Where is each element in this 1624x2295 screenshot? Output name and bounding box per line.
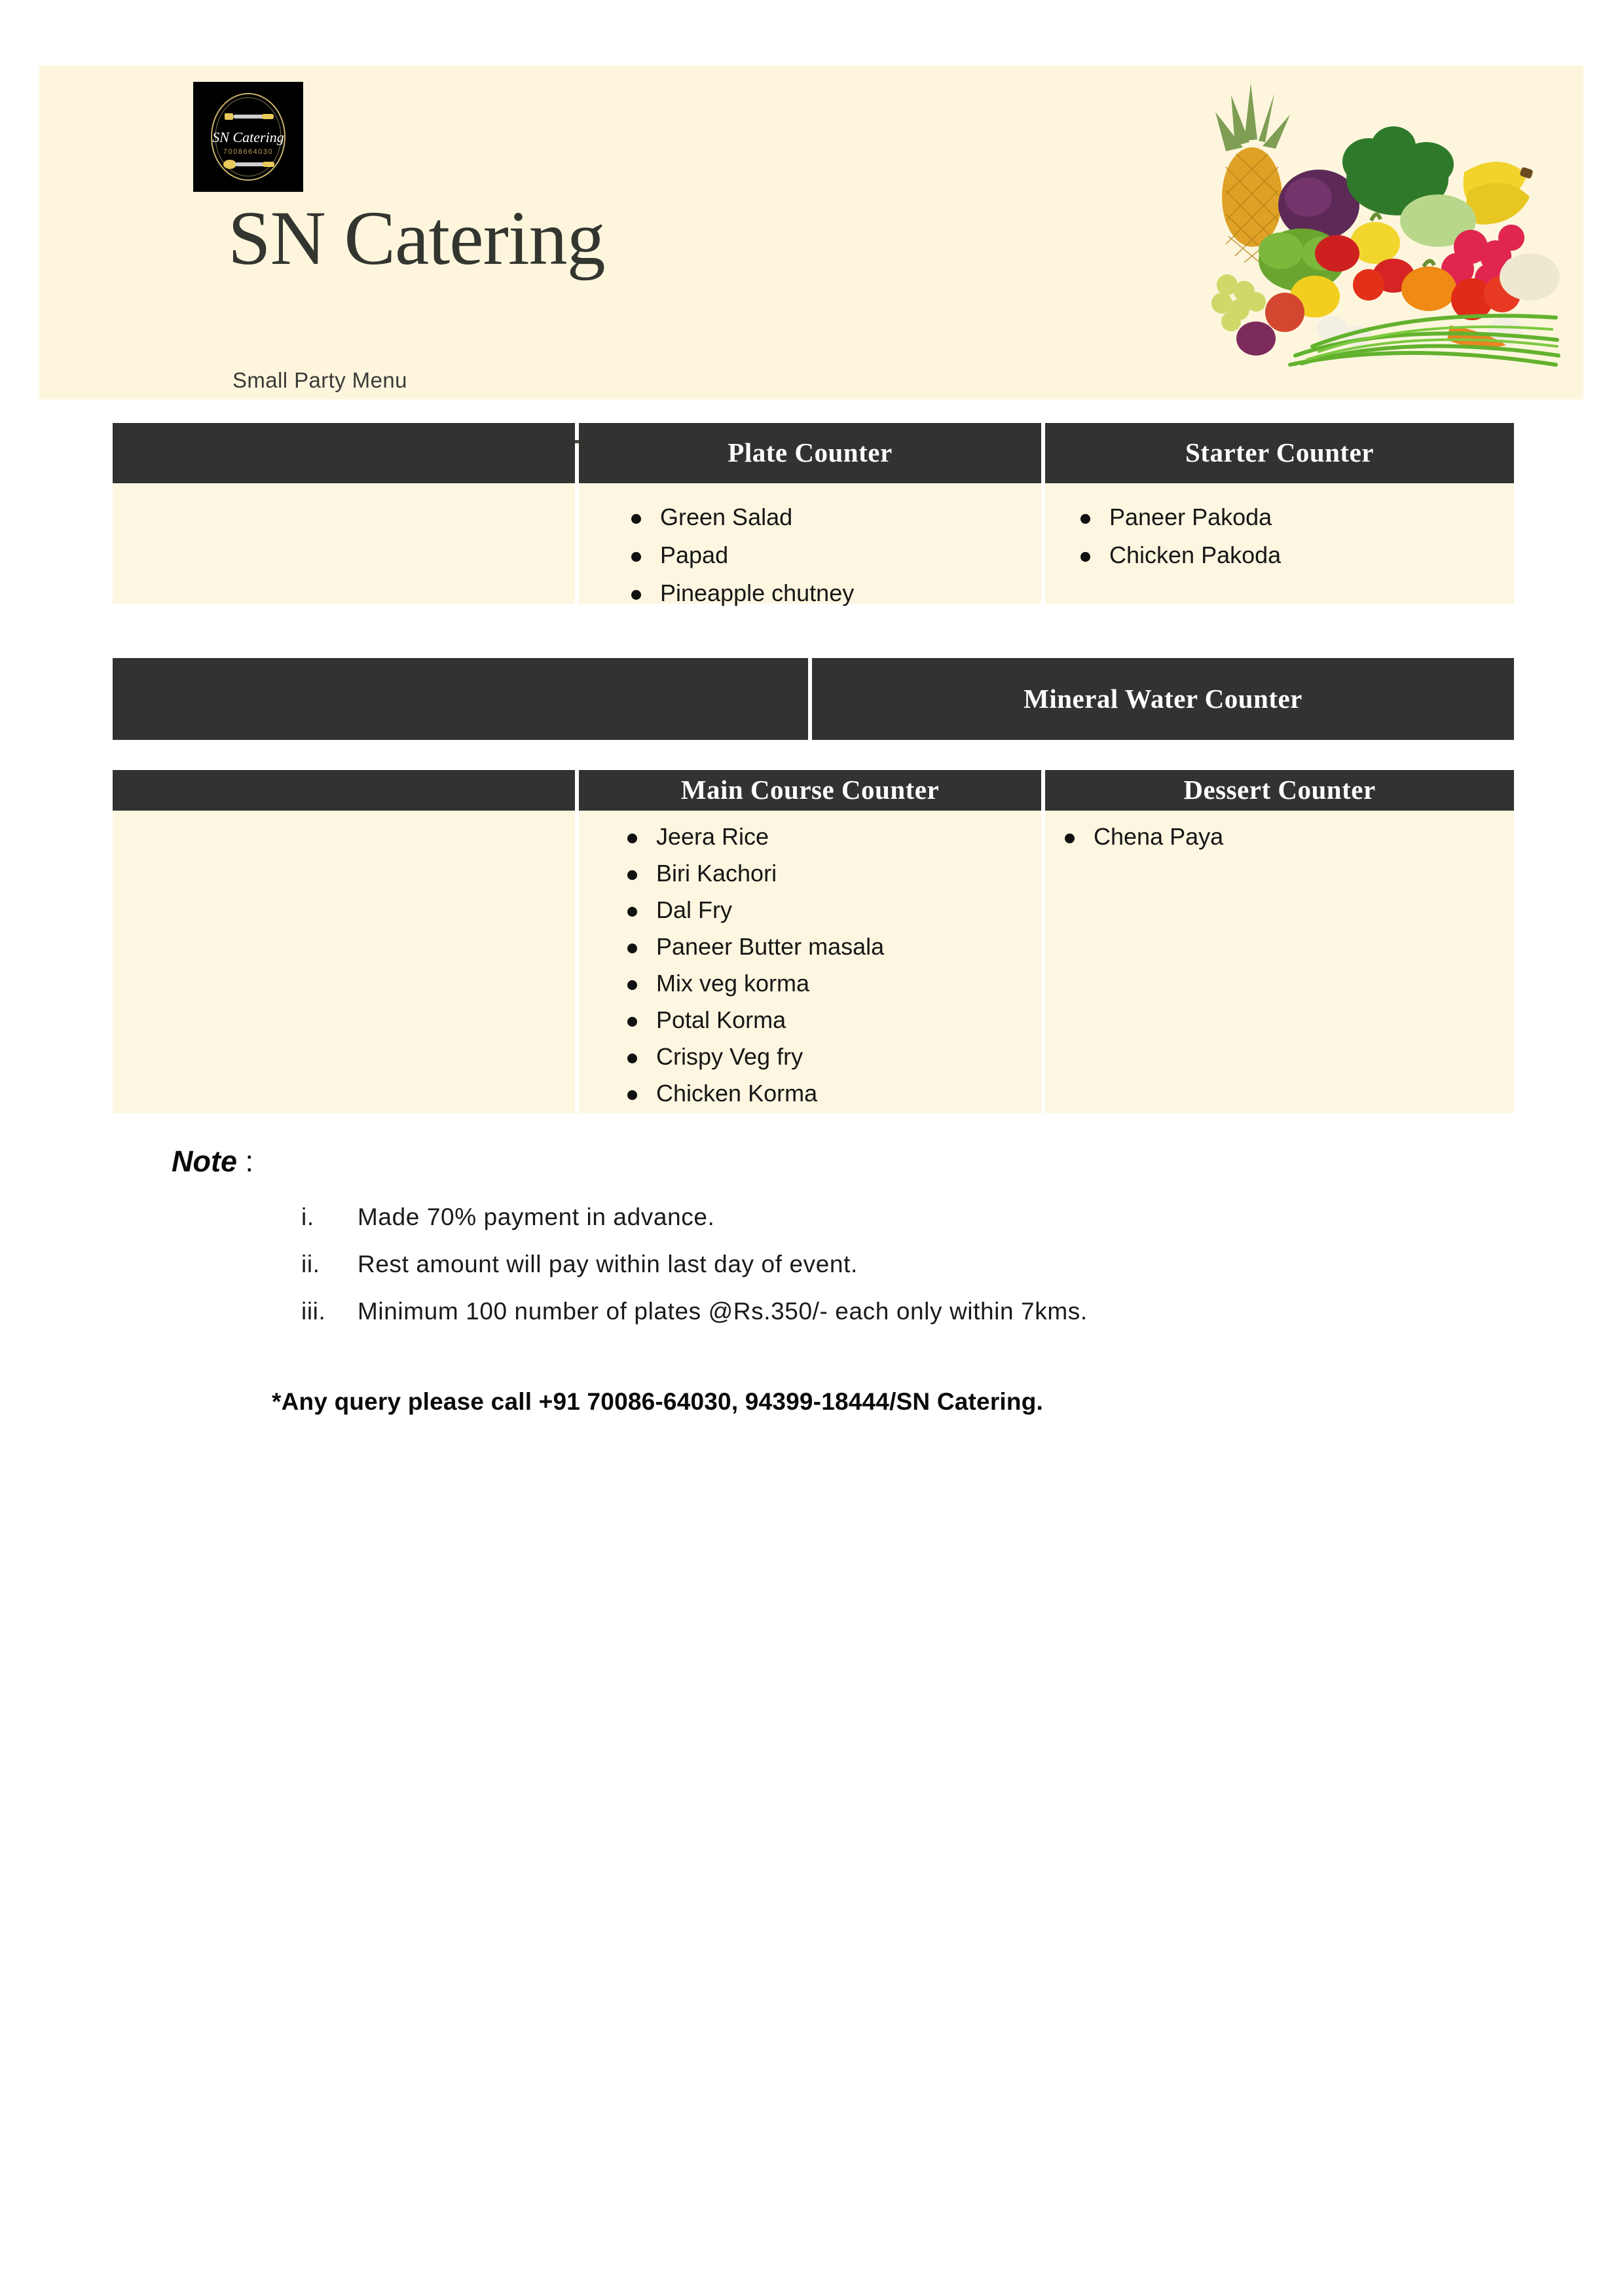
page-title: SN Catering	[228, 195, 605, 281]
page-subtitle: Small Party Menu	[232, 368, 407, 392]
note-item	[301, 1298, 1414, 1325]
note-label-word: Note	[172, 1145, 237, 1178]
svg-text:7008664030: 7008664030	[223, 148, 274, 156]
table-plate-starter	[113, 423, 1514, 604]
dish-list-starter-counter	[1075, 505, 1514, 567]
list-item: Chicken Korma	[622, 1082, 1041, 1105]
column-header-plate-counter: Plate Counter	[579, 423, 1041, 483]
column-body-starter-counter	[1045, 483, 1514, 604]
dish-list-plate-counter	[626, 505, 1041, 605]
list-item: Pineapple chutney	[626, 581, 1041, 605]
list-item: Chicken Pakoda	[1075, 543, 1514, 567]
column-header-blank	[113, 423, 575, 483]
list-item: Paneer Butter masala	[622, 935, 1041, 959]
table-column-blank-3	[113, 770, 575, 1113]
list-item: Paneer Pakoda	[1075, 505, 1514, 529]
note-item-text: Made 70% payment in advance.	[358, 1203, 715, 1230]
list-item: Mix veg korma	[622, 972, 1041, 995]
column-body-blank-3	[113, 811, 575, 1113]
table-column-plate-counter	[579, 423, 1041, 604]
list-item: Papad	[626, 543, 1041, 567]
dish-list-dessert-counter	[1060, 825, 1514, 849]
note-item	[301, 1251, 1414, 1278]
table-main-dessert	[113, 770, 1514, 1113]
table-column-mineral-water	[812, 658, 1514, 740]
column-header-dessert-counter: Dessert Counter	[1045, 770, 1514, 811]
column-header-mineral-water-counter: Mineral Water Counter	[812, 658, 1514, 740]
column-header-blank-3	[113, 770, 575, 811]
table-column-dessert-counter	[1045, 770, 1514, 1113]
list-item: Dal Fry	[622, 898, 1041, 922]
column-header-main-course-counter: Main Course Counter	[579, 770, 1041, 811]
sn-catering-logo	[193, 82, 303, 192]
note-item	[301, 1203, 1414, 1231]
note-list	[301, 1203, 1414, 1325]
fresh-produce-photo	[1197, 69, 1570, 373]
note-item-text: Rest amount will pay within last day of event.	[358, 1251, 858, 1277]
column-header-starter-counter: Starter Counter	[1045, 423, 1514, 483]
column-body-dessert-counter	[1045, 811, 1514, 1113]
table-column-blank	[113, 423, 575, 604]
table-column-blank-2	[113, 658, 808, 740]
svg-text:SN Catering: SN Catering	[212, 129, 284, 145]
note-label	[172, 1145, 253, 1179]
column-header-blank-2	[113, 658, 808, 740]
table-mineral-water	[113, 658, 1514, 740]
list-item: Biri Kachori	[622, 862, 1041, 885]
header-banner	[39, 65, 1583, 399]
contact-line: *Any query please call +91 70086-64030, 94399-18444/SN Catering.	[272, 1388, 1043, 1415]
list-item: Jeera Rice	[622, 825, 1041, 849]
note-item-number: iii.	[301, 1298, 326, 1325]
list-item: Chena Paya	[1060, 825, 1514, 849]
note-item-number: ii.	[301, 1251, 320, 1277]
table-column-starter-counter	[1045, 423, 1514, 604]
table-column-main-course	[579, 770, 1041, 1113]
list-item: Crispy Veg fry	[622, 1045, 1041, 1069]
list-item: Green Salad	[626, 505, 1041, 529]
note-item-text: Minimum 100 number of plates @Rs.350/- each only within 7kms.	[358, 1298, 1088, 1325]
column-body-blank	[113, 483, 575, 604]
column-body-plate-counter	[579, 483, 1041, 604]
note-label-colon: :	[237, 1145, 254, 1178]
dish-list-main-course	[622, 825, 1041, 1105]
logo-artwork-icon	[193, 82, 303, 192]
note-item-number: i.	[301, 1203, 314, 1230]
column-body-main-course	[579, 811, 1041, 1113]
list-item: Potal Korma	[622, 1008, 1041, 1032]
